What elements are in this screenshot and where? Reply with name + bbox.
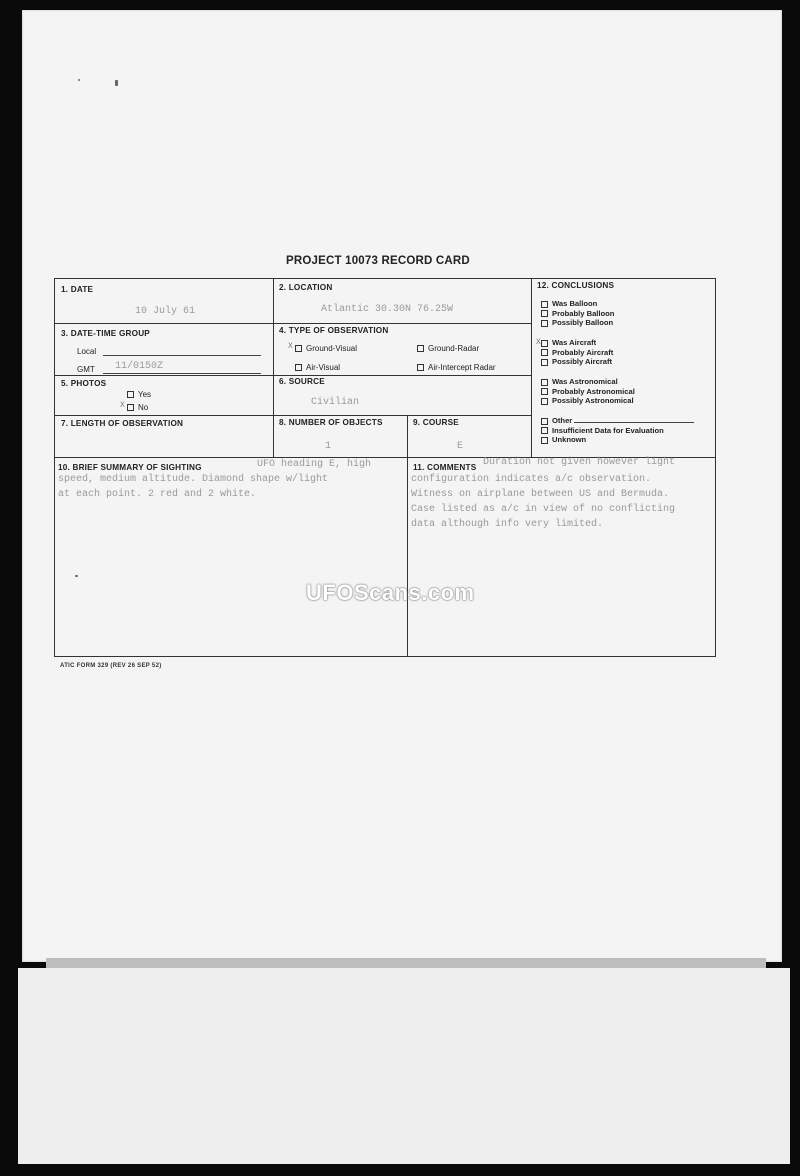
conclusion-option[interactable]	[541, 299, 597, 308]
course-label: 9. COURSE	[413, 418, 459, 427]
option-label: Yes	[138, 390, 152, 399]
option-label: Air-Visual	[306, 363, 341, 372]
conclusion-option[interactable]	[541, 338, 596, 347]
conclusion-label: Possibly Balloon	[552, 318, 614, 327]
comments-label: 11. COMMENTS	[413, 463, 477, 472]
conclusion-label: Was Balloon	[552, 299, 598, 308]
summary-label: 10. BRIEF SUMMARY OF SIGHTING	[58, 463, 202, 472]
checked-x: X	[536, 338, 541, 347]
checkbox-icon	[541, 310, 548, 317]
conclusion-label: Probably Balloon	[552, 308, 615, 318]
summary-text: speed, medium altitude. Diamond shape w/light at each point. 2 red and 2 white.	[58, 474, 329, 500]
scan-speck	[75, 575, 78, 577]
card-title: PROJECT 10073 RECORD CARD	[286, 255, 470, 267]
air-intercept-radar-option[interactable]	[417, 363, 496, 372]
conclusion-option[interactable]	[541, 416, 694, 425]
checkbox-icon	[541, 388, 548, 395]
conclusion-option[interactable]	[541, 357, 612, 366]
watermark: UFOScans.com	[306, 580, 475, 605]
ground-radar-option[interactable]	[417, 344, 479, 353]
conclusion-option[interactable]	[541, 318, 613, 327]
conclusion-label: Probably Aircraft	[552, 347, 614, 357]
conclusion-label: Was Astronomical	[552, 377, 618, 386]
length-label: 7. LENGTH OF OBSERVATION	[61, 419, 184, 428]
checkbox-icon	[417, 345, 424, 352]
conclusion-option[interactable]	[541, 387, 635, 396]
page-shadow	[46, 958, 766, 968]
checkbox-icon	[541, 359, 548, 366]
checked-x: X	[288, 342, 293, 351]
source-label: 6. SOURCE	[279, 377, 325, 386]
col-divider	[407, 415, 408, 657]
checkbox-icon	[541, 418, 548, 425]
conclusion-label: Probably Astronomical	[552, 386, 635, 396]
ground-visual-option[interactable]	[295, 344, 357, 353]
row-divider	[55, 375, 531, 376]
col-divider	[531, 279, 532, 457]
conclusion-option[interactable]	[541, 396, 634, 405]
option-label: Air-Intercept Radar	[428, 363, 496, 372]
comments-text: configuration indicates a/c observation. Witness on airplane between US and Bermuda. Case listed as a/c in view of no conflicting data although info very limited.	[411, 474, 676, 530]
air-visual-option[interactable]	[295, 363, 340, 372]
date-label: 1. DATE	[61, 285, 94, 294]
local-label: Local	[77, 347, 97, 356]
photos-no-option[interactable]	[127, 403, 148, 412]
conclusion-label: Possibly Aircraft	[552, 357, 613, 366]
date-value: 10 July 61	[135, 306, 196, 317]
checkbox-icon	[295, 345, 302, 352]
conclusion-option[interactable]	[541, 348, 613, 357]
conclusion-label: Was Aircraft	[552, 338, 597, 347]
scan-speck	[115, 80, 118, 86]
conclusions-label: 12. CONCLUSIONS	[537, 281, 615, 290]
number-of-objects-label: 8. NUMBER OF OBJECTS	[279, 418, 383, 427]
summary-text-line1: UFO heading E, high	[257, 459, 372, 470]
photos-yes-option[interactable]	[127, 390, 151, 399]
checkbox-icon	[417, 364, 424, 371]
checkbox-icon	[541, 398, 548, 405]
conclusion-label: Insufficient Data for Evaluation	[552, 425, 664, 435]
checkbox-icon	[541, 320, 548, 327]
conclusion-label: Unknown	[552, 435, 587, 444]
checkbox-icon	[295, 364, 302, 371]
checkbox-icon	[541, 379, 548, 386]
local-field-line	[103, 355, 261, 356]
date-time-group-label: 3. DATE-TIME GROUP	[61, 329, 150, 338]
conclusion-option[interactable]	[541, 377, 618, 386]
checkbox-icon	[127, 391, 134, 398]
conclusions-list	[537, 299, 713, 449]
number-of-objects-value: 1	[325, 441, 332, 452]
gmt-value: 11/0150Z	[115, 361, 164, 372]
checkbox-icon	[541, 301, 548, 308]
photos-label: 5. PHOTOS	[61, 379, 107, 388]
checkbox-icon	[127, 404, 134, 411]
conclusion-option[interactable]	[541, 435, 586, 444]
conclusion-label: Other	[552, 416, 573, 425]
observation-type-label: 4. TYPE OF OBSERVATION	[279, 326, 389, 335]
conclusion-label: Possibly Astronomical	[552, 396, 634, 405]
gmt-field-line	[103, 373, 261, 374]
gmt-label: GMT	[77, 365, 95, 374]
course-value: E	[457, 441, 464, 452]
conclusion-option[interactable]	[541, 426, 664, 435]
option-label: No	[138, 403, 149, 412]
other-field-line	[574, 416, 694, 423]
checkbox-icon	[541, 349, 548, 356]
scan-speck	[78, 79, 80, 81]
row-divider	[55, 323, 531, 324]
checkbox-icon	[541, 427, 548, 434]
option-label: Ground-Visual	[306, 344, 357, 353]
location-label: 2. LOCATION	[279, 283, 333, 292]
checkbox-icon	[541, 437, 548, 444]
source-value: Civilian	[311, 397, 360, 408]
underlying-page	[18, 968, 790, 1164]
location-value: Atlantic 30.30N 76.25W	[321, 304, 454, 315]
row-divider	[55, 415, 531, 416]
conclusion-option[interactable]	[541, 309, 614, 318]
col-divider	[273, 279, 274, 457]
form-id: ATIC FORM 329 (REV 26 SEP 52)	[60, 663, 162, 669]
checkbox-icon	[541, 340, 548, 347]
option-label: Ground-Radar	[428, 344, 480, 353]
comments-text-line1: Duration not given however light	[483, 457, 676, 468]
checked-x: X	[120, 401, 125, 410]
